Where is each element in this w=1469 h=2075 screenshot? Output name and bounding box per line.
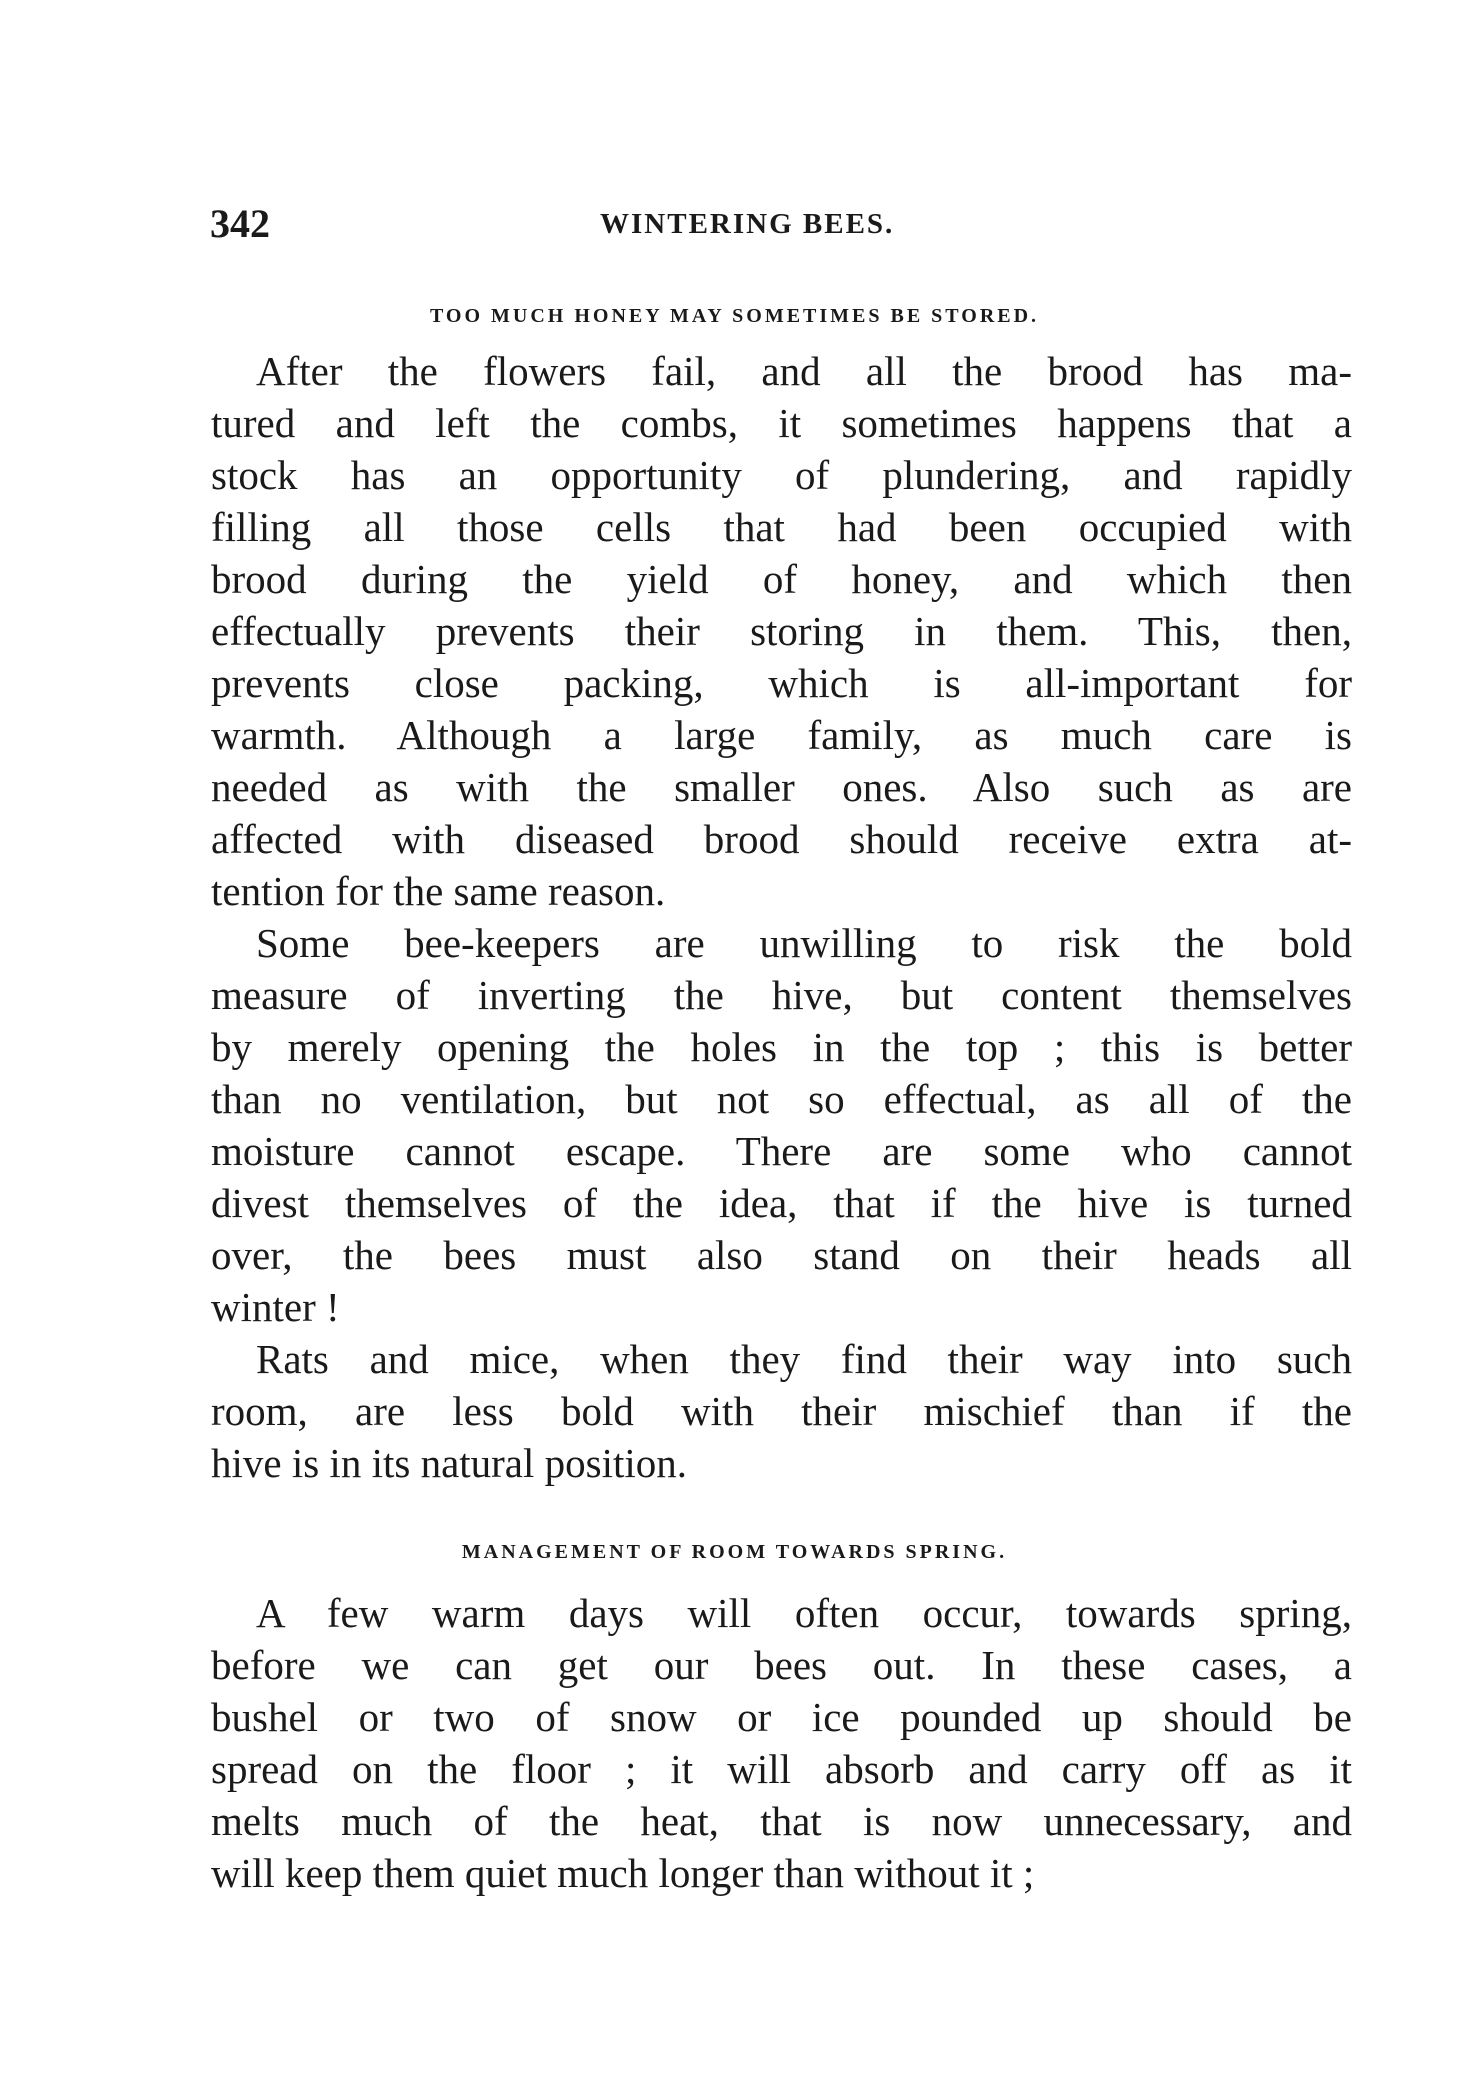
text-line: divest themselves of the idea, that if the hive is turned xyxy=(211,1180,1352,1226)
text-line: effectually prevents their storing in them. This, then, xyxy=(211,608,1352,654)
section-heading: TOO MUCH HONEY MAY SOMETIMES BE STORED. xyxy=(429,305,1040,327)
paragraph xyxy=(211,1333,1352,1489)
paragraph xyxy=(211,917,1352,1333)
running-head: WINTERING BEES. xyxy=(600,208,895,240)
text-line: prevents close packing, which is all-important for xyxy=(211,660,1352,706)
text-line: stock has an opportunity of plundering, and rapidly xyxy=(211,452,1352,498)
text-line: Some bee-keepers are unwilling to risk the bold xyxy=(256,920,1352,966)
text-line: than no ventilation, but not so effectual, as all of the xyxy=(211,1076,1352,1122)
text-line: winter ! xyxy=(211,1284,340,1330)
text-line: by merely opening the holes in the top ; this is better xyxy=(211,1024,1352,1070)
text-line: Rats and mice, when they find their way into such xyxy=(256,1336,1352,1382)
text-line: A few warm days will often occur, towards spring, xyxy=(256,1590,1352,1636)
text-line: melts much of the heat, that is now unnecessary, and xyxy=(211,1798,1352,1844)
text-line: before we can get our bees out. In these cases, a xyxy=(211,1642,1352,1688)
text-line: warmth. Although a large family, as much care is xyxy=(211,712,1352,758)
text-line: over, the bees must also stand on their heads all xyxy=(211,1232,1352,1278)
paragraph xyxy=(211,345,1352,917)
text-line: hive is in its natural position. xyxy=(211,1440,688,1486)
text-line: bushel or two of snow or ice pounded up should be xyxy=(211,1694,1352,1740)
text-line: filling all those cells that had been occupied with xyxy=(211,504,1352,550)
section-heading: MANAGEMENT OF ROOM TOWARDS SPRING. xyxy=(461,1541,1008,1563)
text-line: spread on the floor ; it will absorb and carry off as it xyxy=(211,1746,1352,1792)
text-line: moisture cannot escape. There are some who cannot xyxy=(211,1128,1352,1174)
text-line: affected with diseased brood should receive extra at- xyxy=(211,816,1352,862)
text-line: After the flowers fail, and all the brood has ma- xyxy=(256,348,1352,394)
text-line: tention for the same reason. xyxy=(211,868,666,914)
text-line: will keep them quiet much longer than without it ; xyxy=(211,1850,1035,1896)
paragraph xyxy=(211,1587,1352,1899)
text-line: needed as with the smaller ones. Also such as are xyxy=(211,764,1352,810)
text-line: room, are less bold with their mischief than if the xyxy=(211,1388,1352,1434)
text-line: brood during the yield of honey, and which then xyxy=(211,556,1352,602)
text-line: tured and left the combs, it sometimes happens that a xyxy=(211,400,1352,446)
page-number: 342 xyxy=(210,201,270,246)
text-line: measure of inverting the hive, but content themselves xyxy=(211,972,1352,1018)
